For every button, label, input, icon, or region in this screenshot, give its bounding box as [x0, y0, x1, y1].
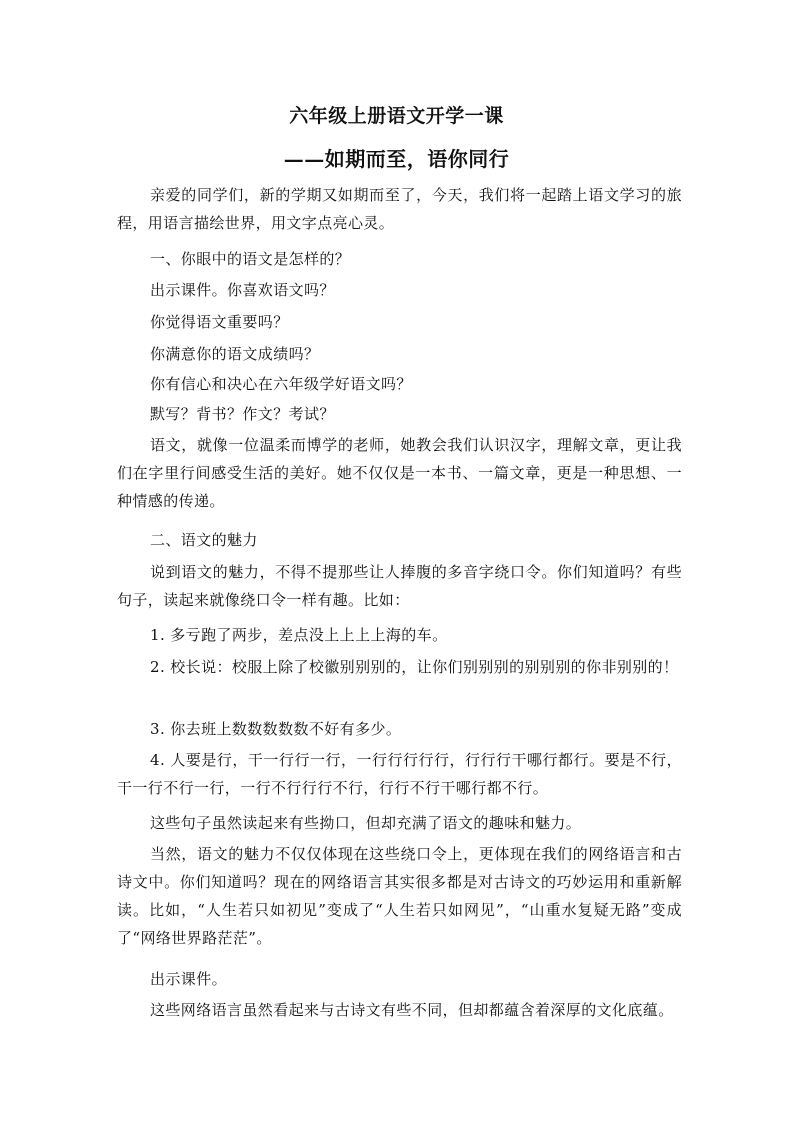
- paragraph-line: 出示课件。: [150, 970, 228, 988]
- paragraph-line: 出示课件。你喜欢语文吗？: [150, 281, 335, 299]
- paragraph-chinese-description: 语文，就像一位温柔而博学的老师，她教会我们认识汉字，理解文章，更让我们在字里行间感受生活的美好。她不仅仅是一本书、一篇文章，更是一种思想、一种情感的传递。: [117, 436, 682, 510]
- document-title: 六年级上册语文开学一课: [289, 105, 504, 127]
- paragraph-network-language: 当然，语文的魅力不仅仅体现在这些绕口令上，更体现在我们的网络语言和古诗文中。你们知道吗？现在的网络语言其实很多都是对古诗文的巧妙运用和重新解读。比如，“人生若只如初见”变成了“人生若只如网见”，“山重水复疑无路”变成了“网络世界路茫茫”。: [117, 845, 682, 947]
- section-heading-2: 二、语文的魅力: [150, 531, 258, 549]
- paragraph-line: 你觉得语文重要吗？: [150, 313, 289, 331]
- paragraph-tongue-twister-intro: 说到语文的魅力，不得不提那些让人捧腹的多音字绕口令。你们知道吗？有些句子，读起来就像绕口令一样有趣。比如：: [117, 563, 682, 609]
- list-item: 2. 校长说：校服上除了校徽别别别的，让你们别别别的别别别的你非别别的！: [150, 658, 679, 676]
- list-item: 1. 多亏跑了两步，差点没上上上上海的车。: [150, 626, 448, 644]
- paragraph-line: 你有信心和决心在六年级学好语文吗？: [150, 375, 412, 393]
- list-item: 3. 你去班上数数数数数不好有多少。: [150, 720, 402, 738]
- section-heading-1: 一、你眼中的语文是怎样的？: [150, 250, 351, 268]
- paragraph-conclusion: 这些网络语言虽然看起来与古诗文有些不同，但却都蕴含着深厚的文化底蕴。: [150, 1001, 674, 1019]
- document-subtitle: ——如期而至，语你同行: [283, 147, 510, 171]
- paragraph-summary: 这些句子虽然读起来有些拗口，但却充满了语文的趣味和魅力。: [150, 814, 582, 832]
- paragraph-intro: 亲爱的同学们，新的学期又如期而至了，今天，我们将一起踏上语文学习的旅程，用语言描绘世界，用文字点亮心灵。: [117, 186, 682, 232]
- paragraph-line: 默写？背书？作文？考试？: [150, 405, 335, 423]
- paragraph-line: 你满意你的语文成绩吗？: [150, 345, 320, 363]
- list-item: 4. 人要是行，干一行行一行，一行行行行行，行行行干哪行都行。要是不行，干一行不行一行，一行不行行行不行，行行不行干哪行都不行。: [117, 751, 682, 797]
